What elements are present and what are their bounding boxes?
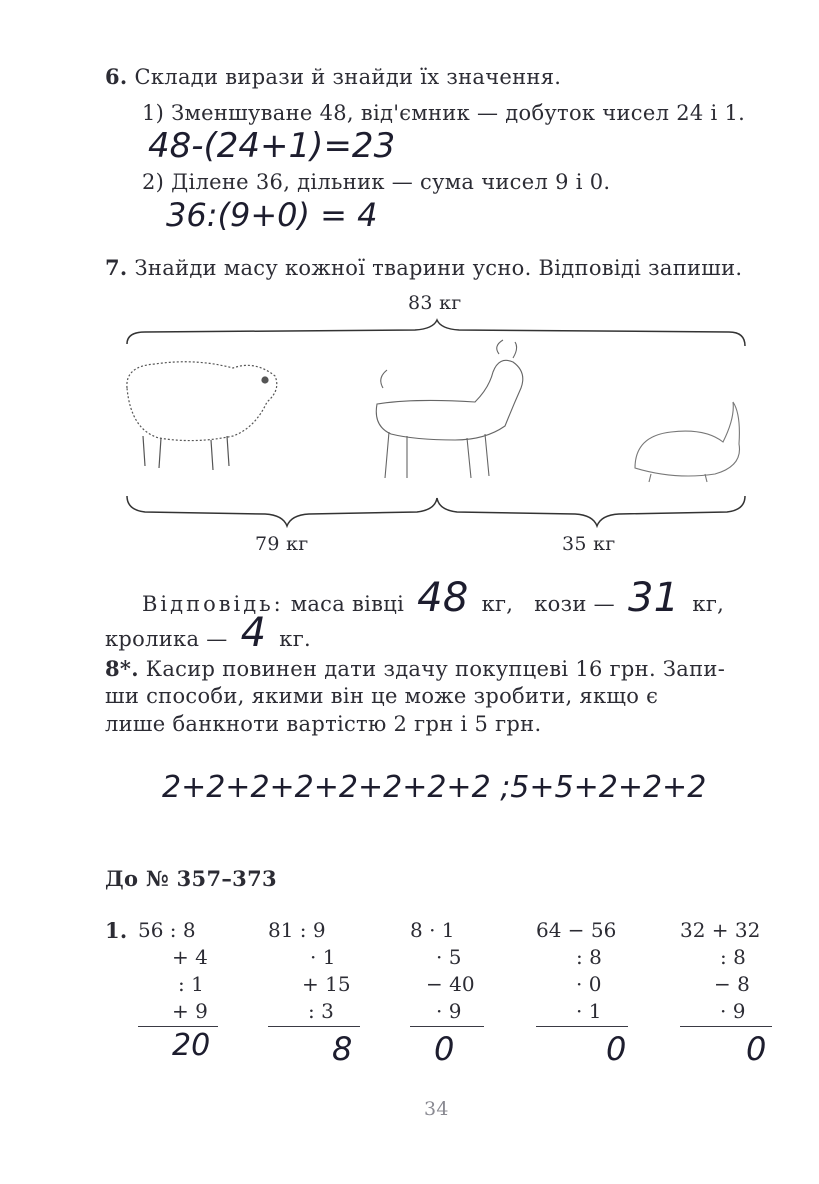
answer-line (536, 1026, 628, 1027)
chain-answer: 0 (746, 1030, 767, 1068)
chain-step: + 15 (302, 972, 351, 996)
goat-value: 31 (627, 575, 680, 621)
left-brace (127, 496, 437, 526)
chain-start: 81 : 9 (268, 918, 326, 942)
chain-step: · 5 (436, 945, 462, 969)
task8-line1 (105, 656, 725, 681)
animals-illustration (115, 318, 755, 528)
chain-step: · 0 (576, 972, 602, 996)
left-weight-label: 79 кг (255, 533, 309, 555)
chain-column-5 (680, 918, 780, 1068)
chain-start: 56 : 8 (138, 918, 196, 942)
chain-answer: 0 (434, 1030, 455, 1068)
section-title: До № 357–373 (105, 866, 277, 891)
chain-step: · 1 (576, 999, 602, 1023)
chain-step: · 1 (310, 945, 336, 969)
answer-line (138, 1026, 218, 1027)
chain-column-3 (410, 918, 500, 1068)
page-number: 34 (424, 1098, 449, 1120)
task7-text: Знайди масу кожної тварини усно. Відповіді запиши. (134, 256, 743, 280)
task6-answer2: 36:(9+0) = 4 (166, 196, 378, 234)
task8-number: 8*. (105, 656, 139, 681)
answer-line (410, 1026, 484, 1027)
task7-number: 7. (105, 255, 128, 280)
unit2: кг, (692, 592, 725, 616)
task8-answer: 2+2+2+2+2+2+2+2 ;5+5+2+2+2 (162, 770, 707, 805)
chain-step: : 1 (178, 972, 204, 996)
task6-number: 6. (105, 64, 128, 89)
chain-column-4 (536, 918, 636, 1068)
unit3: кг. (279, 627, 311, 651)
right-brace (437, 496, 745, 526)
chain-step: : 3 (308, 999, 334, 1023)
chain-step: : 8 (576, 945, 602, 969)
task8-text-line1: Касир повинен дати здачу покупцеві 16 грн. Запи- (145, 657, 726, 681)
chain-start: 8 · 1 (410, 918, 455, 942)
task6-heading (105, 64, 561, 89)
task6-answer1: 48-(24+1)=23 (148, 126, 396, 166)
answer-line (268, 1026, 360, 1027)
unit1: кг, (481, 592, 514, 616)
right-weight-label: 35 кг (562, 533, 616, 555)
chain-start: 32 + 32 (680, 918, 761, 942)
task7-heading (105, 255, 742, 280)
rabbit-label: кролика — (105, 627, 228, 651)
chain-step: : 8 (720, 945, 746, 969)
chain-step: − 40 (426, 972, 475, 996)
chain-answer: 8 (332, 1030, 353, 1068)
chain-start: 64 − 56 (536, 918, 617, 942)
task1-number: 1. (105, 918, 128, 943)
sheep-label: маса вівці (290, 592, 405, 616)
task7-answer-line2 (105, 610, 311, 656)
sheep-value: 48 (417, 575, 469, 621)
top-brace (127, 320, 745, 346)
chain-step: − 8 (714, 972, 750, 996)
rabbit-icon (635, 402, 740, 482)
task6-text: Склади вирази й знайди їх значення. (134, 65, 562, 89)
chain-column-2 (268, 918, 368, 1068)
answer-line (680, 1026, 772, 1027)
task6-item1: 1) Зменшуване 48, від'ємник — добуток чисел 24 і 1. (142, 101, 746, 125)
answer-prefix: Відповідь: (142, 592, 284, 616)
chain-step: + 9 (172, 999, 208, 1023)
goat-icon (376, 340, 523, 478)
chain-answer: 20 (172, 1028, 211, 1063)
chain-column-1 (138, 918, 228, 1068)
chain-answer: 0 (606, 1030, 627, 1068)
task8-text-line2: ши способи, якими він це може зробити, якщо є (105, 684, 659, 708)
rabbit-value: 4 (240, 610, 267, 656)
goat-label: кози — (534, 592, 615, 616)
top-weight-label: 83 кг (408, 292, 462, 314)
chain-step: + 4 (172, 945, 208, 969)
task8-text-line3: лише банкноти вартістю 2 грн і 5 грн. (105, 712, 542, 736)
sheep-icon (127, 362, 277, 470)
chain-step: · 9 (720, 999, 746, 1023)
task6-item2: 2) Ділене 36, дільник — сума чисел 9 і 0. (142, 170, 611, 194)
chain-step: · 9 (436, 999, 462, 1023)
